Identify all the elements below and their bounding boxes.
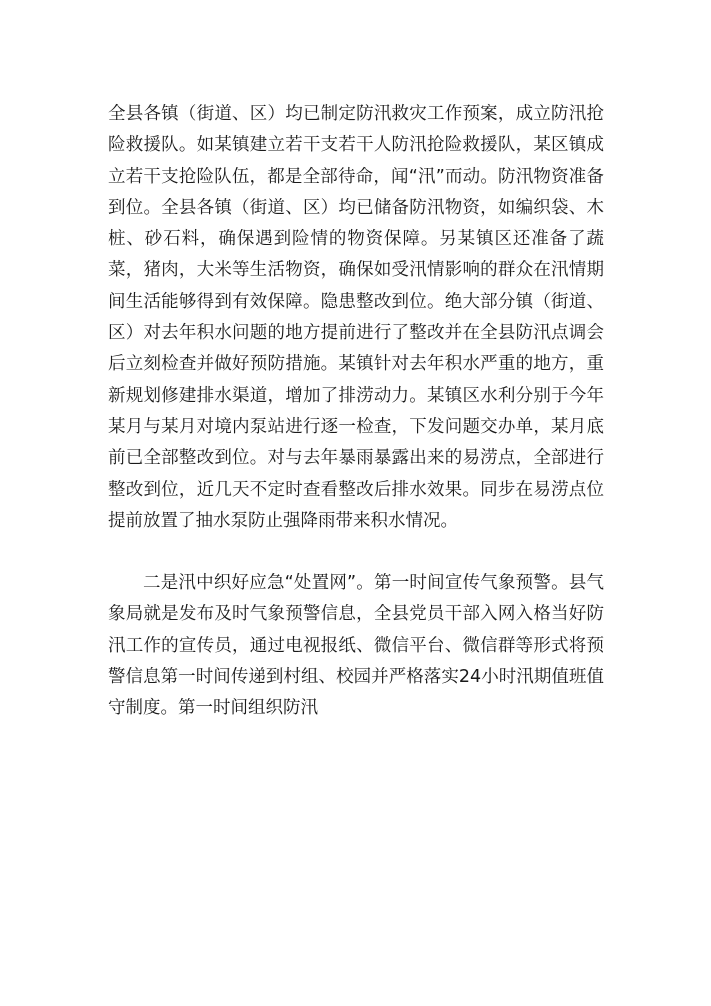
paragraph-2: 二是汛中织好应急“处置网”。第一时间宣传气象预警。县气象局就是发布及时气象预警信息，全县党员干部入网入格当好防汛工作的宣传员，通过电视报纸、微信平台、微信群等形式将预警信息第一时间传递到村组、校园并严格落实24小时汛期值班值守制度。第一时间组织防汛	[108, 573, 604, 719]
document-body	[108, 99, 604, 725]
paragraph-1: 全县各镇（街道、区）均已制定防汛救灾工作预案，成立防汛抢险救援队。如某镇建立若干支若干人防汛抢险救援队，某区镇成立若干支抢险队伍，都是全部待命，闻“汛”而动。防汛物资准备到位。全县各镇（街道、区）均已储备防汛物资，如编织袋、木桩、砂石料，确保遇到险情的物资保障。另某镇区还准备了蔬菜，猪肉，大米等生活物资，确保如受汛情影响的群众在汛情期间生活能够得到有效保障。隐患整改到位。绝大部分镇（街道、区）对去年积水问题的地方提前进行了整改并在全县防汛点调会后立刻检查并做好预防措施。某镇针对去年积水严重的地方，重新规划修建排水渠道，增加了排涝动力。某镇区水利分别于今年某月与某月对境内泵站进行逐一检查，下发问题交办单，某月底前已全部整改到位。对与去年暴雨暴露出来的易涝点，全部进行整改到位，近几天不定时查看整改后排水效果。同步在易涝点位提前放置了抽水泵防止强降雨带来积水情况。	[108, 104, 604, 531]
